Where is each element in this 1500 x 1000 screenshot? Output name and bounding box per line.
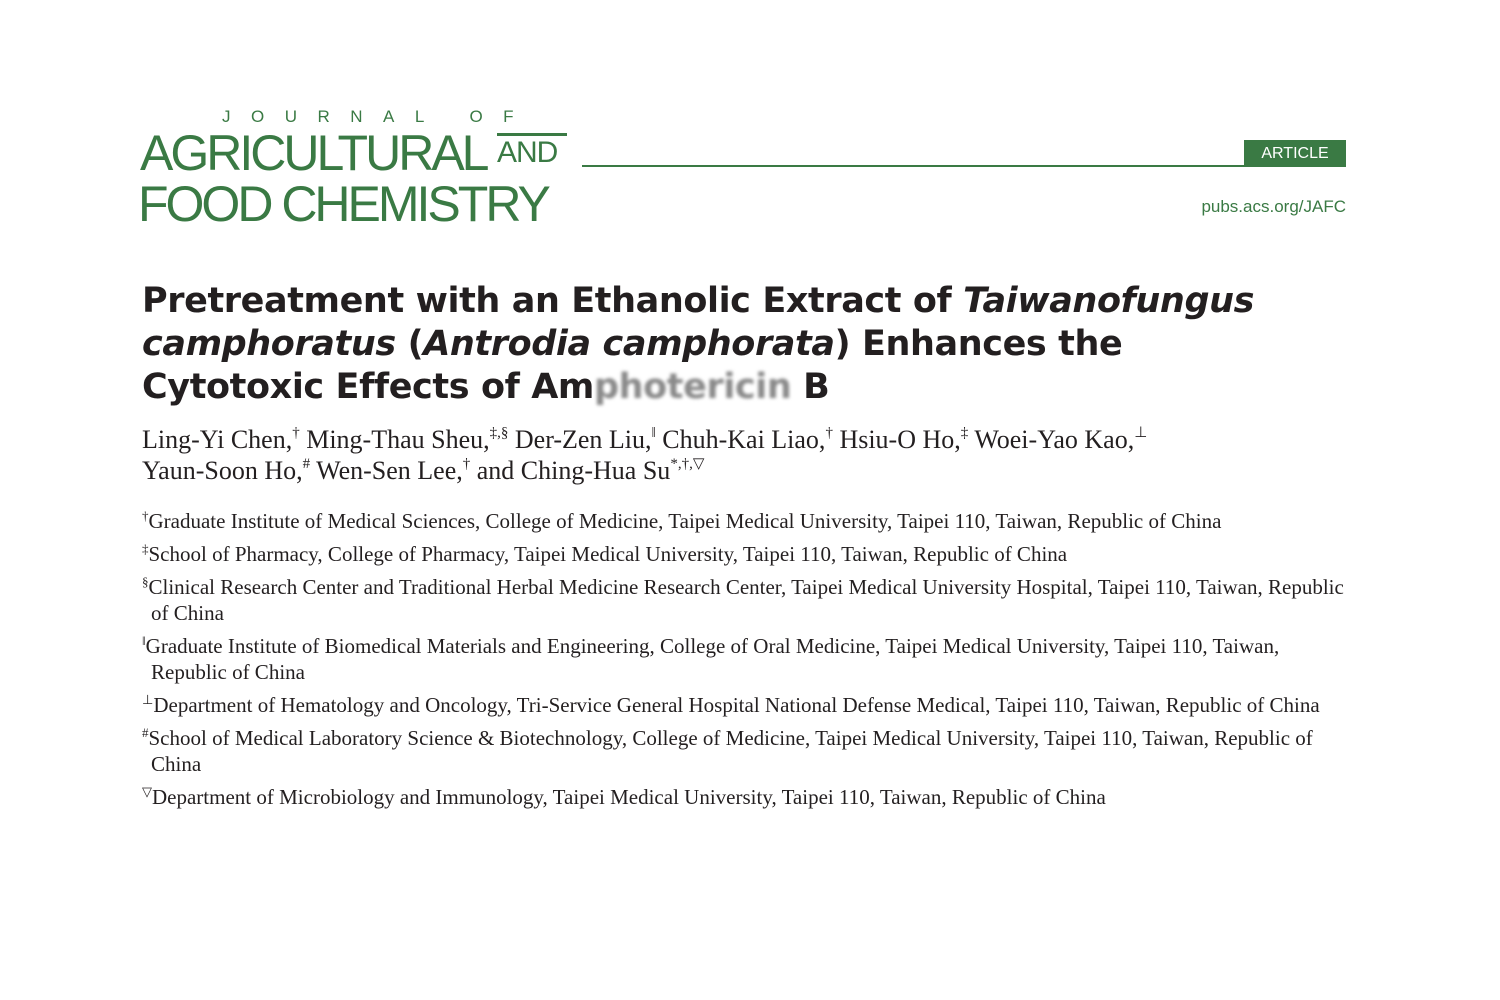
author-affiliation-mark: # bbox=[302, 456, 311, 472]
affiliation-list bbox=[142, 508, 1357, 817]
journal-name-agricultural: AGRICULTURAL bbox=[140, 125, 487, 181]
affiliation-text: Graduate Institute of Medical Sciences, College of Medicine, Taipei Medical University, Taipei 110, Taiwan, Republic of China bbox=[148, 509, 1222, 533]
affiliation-item bbox=[142, 725, 1357, 777]
affiliation-mark: † bbox=[142, 508, 149, 523]
author-affiliation-mark: ‡ bbox=[960, 425, 969, 441]
author-affiliation-mark: † bbox=[825, 425, 833, 441]
affiliation-item bbox=[142, 508, 1357, 534]
journal-name-and: AND bbox=[497, 133, 567, 169]
affiliation-item bbox=[142, 633, 1357, 685]
author: Ming-Thau Sheu, bbox=[306, 425, 490, 454]
title-part-1: Pretreatment with an Ethanolic Extract of bbox=[142, 281, 964, 321]
article-type-badge: ARTICLE bbox=[1244, 140, 1346, 167]
author: Ling-Yi Chen, bbox=[142, 425, 293, 454]
affiliation-item bbox=[142, 574, 1357, 626]
author-affiliation-mark: † bbox=[292, 425, 300, 441]
affiliation-mark: ⊥ bbox=[142, 692, 154, 707]
affiliation-item bbox=[142, 541, 1357, 567]
author-affiliation-mark: ‖ bbox=[651, 425, 656, 441]
author: Wen-Sen Lee, bbox=[316, 456, 463, 485]
journal-name-line2: FOOD CHEMISTRY bbox=[138, 176, 548, 232]
author: Chuh-Kai Liao, bbox=[662, 425, 826, 454]
affiliation-text: Graduate Institute of Biomedical Materials and Engineering, College of Oral Medicine, Taipei Medical University, Taipei 110, Taiwan, Republic of China bbox=[145, 634, 1280, 684]
author-affiliation-mark: ‡,§ bbox=[489, 425, 509, 441]
author: Woei-Yao Kao, bbox=[974, 425, 1135, 454]
author: Hsiu-O Ho, bbox=[839, 425, 961, 454]
title-part-4: B bbox=[791, 367, 830, 407]
author-affiliation-mark: † bbox=[462, 456, 471, 472]
author-affiliation-mark: ⊥ bbox=[1134, 425, 1148, 441]
affiliation-text: School of Medical Laboratory Science & Biotechnology, College of Medicine, Taipei Medical University, Taipei 110, Taiwan, Republic of China bbox=[148, 726, 1313, 776]
author: Yaun-Soon Ho, bbox=[142, 456, 303, 485]
affiliation-mark: # bbox=[142, 725, 149, 740]
author-affiliation-mark: *,†,▽ bbox=[670, 456, 705, 472]
title-blurred-text: photericin bbox=[593, 367, 792, 407]
journal-name-line1 bbox=[140, 127, 486, 179]
affiliation-text: Department of Microbiology and Immunology, Taipei Medical University, Taipei 110, Taiwan, Republic of China bbox=[152, 785, 1106, 809]
header-rule bbox=[582, 165, 1346, 167]
affiliation-text: School of Pharmacy, College of Pharmacy, Taipei Medical University, Taipei 110, Taiwan, Republic of China bbox=[148, 542, 1068, 566]
affiliation-mark: ‖ bbox=[142, 633, 146, 648]
affiliation-mark: ‡ bbox=[142, 541, 149, 556]
affiliation-text: Clinical Research Center and Traditional Herbal Medicine Research Center, Taipei Medical University Hospital, Taipei 110, Taiwan, Republic of China bbox=[148, 575, 1344, 625]
title-part-3: ) Enhances the Cytotoxic Effects of Am bbox=[142, 324, 1123, 407]
journal-kicker: JOURNAL OF bbox=[222, 107, 535, 126]
title-italic-synonym: Antrodia camphorata bbox=[423, 324, 835, 364]
affiliation-item bbox=[142, 784, 1357, 810]
title-italic-taxon: Taiwanofungus camphoratus bbox=[142, 281, 1255, 364]
title-part-2: ( bbox=[395, 324, 424, 364]
corresponding-author: and Ching-Hua Su bbox=[476, 456, 671, 485]
affiliation-mark: ▽ bbox=[142, 784, 152, 799]
author: Der-Zen Liu, bbox=[514, 425, 652, 454]
affiliation-text: Department of Hematology and Oncology, Tri-Service General Hospital National Defense Medical, Taipei 110, Taiwan, Republic of China bbox=[153, 693, 1320, 717]
author-list bbox=[142, 424, 1322, 486]
affiliation-mark: § bbox=[142, 574, 149, 589]
affiliation-item bbox=[142, 692, 1357, 718]
journal-url-link[interactable]: pubs.acs.org/JAFC bbox=[1201, 197, 1346, 216]
article-title bbox=[142, 280, 1272, 409]
